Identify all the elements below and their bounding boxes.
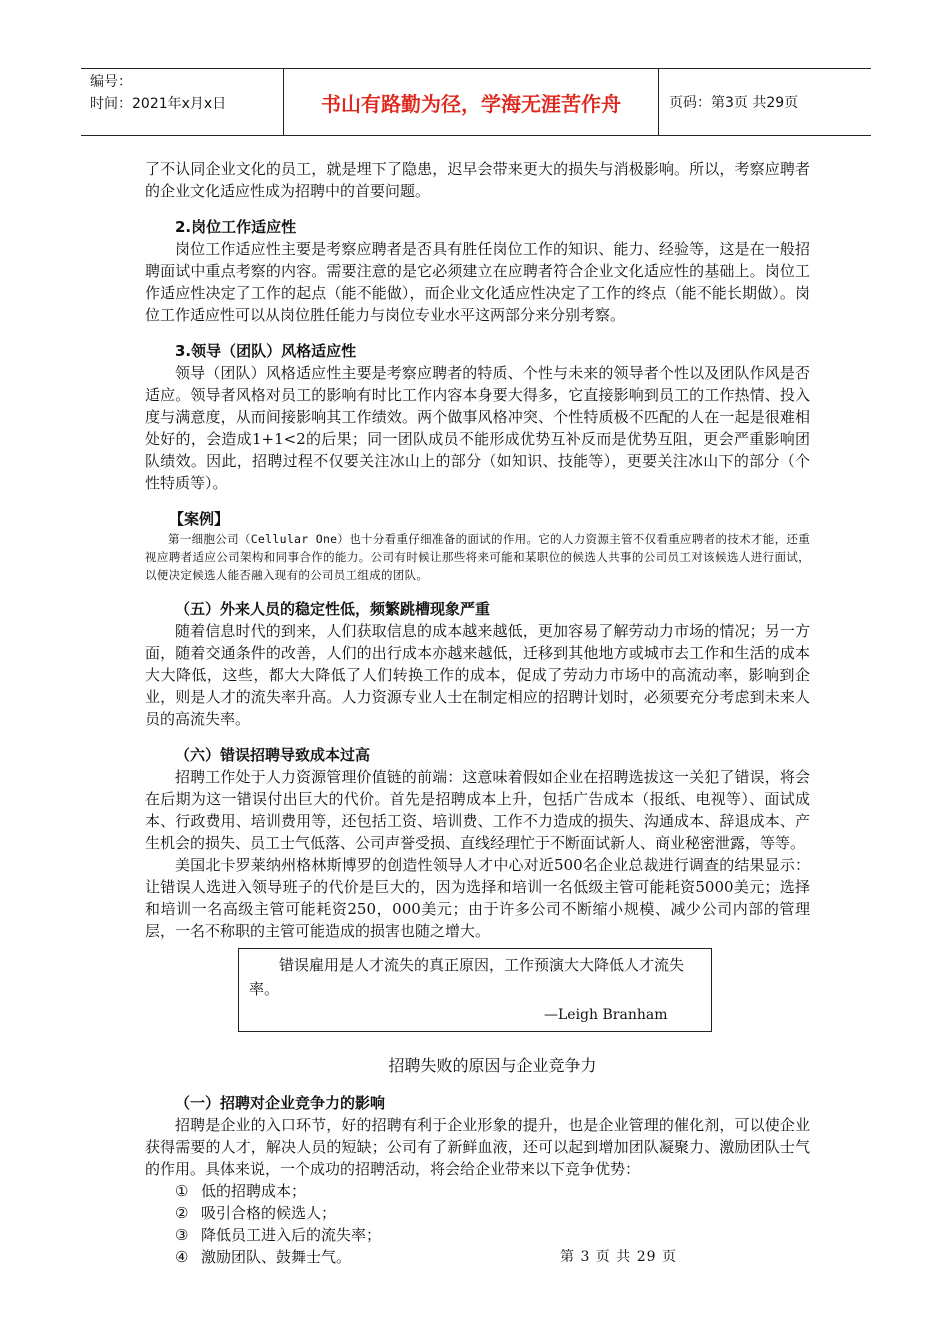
paragraph: 随着信息时代的到来，人们获取信息的成本越来越低，更加容易了解劳动力市场的情况；另一方面，随着交通条件的改善，人们的出行成本亦越来越低，迁移到其他地方或城市去工作和生活的成本大大降低，这些，都大大降低了人们转换工作的成本，促成了劳动力市场中的高流动率，影响到企业，则是人才的流失率升高。人力资源专业人士在制定相应的招聘计划时，必须要充分考虑到未来人员的高流失率。 [145, 622, 810, 728]
case-paragraph: 第一细胞公司（Cellular One）也十分看重仔细准备的面试的作用。它的人力资源主管不仅看重应聘者的技术才能，还重视应聘者适应公司架构和同事合作的能力。公司有时候让那些将来可能和某职位的候选人共事的公司员工对该候选人进行面试，以便决定候选人能否融入现有的公司员工组成的团队。 [145, 532, 810, 582]
document-number-label: 编号： [90, 74, 132, 90]
section-heading: （一）招聘对企业竞争力的影响 [175, 1094, 386, 1112]
paragraph: 美国北卡罗莱纳州格林斯博罗的创造性领导人才中心对近500名企业总裁进行调查的结果显示：让错误人选进入领导班子的代价是巨大的，因为选择和培训一名低级主管可能耗资5000美元；选择和培训一名高级主管可能耗资250，000美元；由于许多公司不断缩小规模、减少公司内部的管理层，一名不称职的主管可能造成的损害也随之增大。 [145, 856, 810, 940]
list-number: ② [175, 1204, 189, 1222]
paragraph: 招聘是企业的入口环节，好的招聘有利于企业形象的提升，也是企业管理的催化剂，可以使企业获得需要的人才，解决人员的短缺；公司有了新鲜血液，还可以起到增加团队凝聚力、激励团队士气的作用。具体来说，一个成功的招聘活动，将会给企业带来以下竞争优势： [145, 1116, 810, 1178]
list-text: 降低员工进入后的流失率； [201, 1226, 382, 1244]
list-item [175, 1246, 810, 1268]
quote-text: 错误雇用是人才流失的真正原因，工作预演大大降低人才流失率。 [249, 956, 685, 998]
list-text: 激励团队、鼓舞士气。 [201, 1248, 352, 1266]
section-heading: （五）外来人员的稳定性低，频繁跳槽现象严重 [175, 600, 491, 618]
list-number: ① [175, 1182, 189, 1200]
page-header [81, 68, 871, 136]
paragraph: 了不认同企业文化的员工，就是埋下了隐患，迟早会带来更大的损失与消极影响。所以，考察应聘者的企业文化适应性成为招聘中的首要问题。 [145, 160, 810, 200]
quote-box [238, 948, 712, 1032]
list-text: 低的招聘成本； [201, 1182, 307, 1200]
header-page-number: 页码：第3页 共29页 [669, 95, 799, 111]
page-footer: 第 3 页 共 29 页 [560, 1249, 677, 1265]
advantage-list [145, 1180, 810, 1268]
paragraph: 岗位工作适应性主要是考察应聘者是否具有胜任岗位工作的知识、能力、经验等，这是在一般招聘面试中重点考察的内容。需要注意的是它必须建立在应聘者符合企业文化适应性的基础上。岗位工作适应性决定了工作的起点（能不能做），而企业文化适应性决定了工作的终点（能不能长期做）。岗位工作适应性可以从岗位胜任能力与岗位专业水平这两部分来分别考察。 [145, 240, 810, 324]
quote-author: —Leigh Branham [544, 1007, 668, 1023]
section-heading: 2.岗位工作适应性 [175, 218, 297, 236]
section-title: 招聘失败的原因与企业竞争力 [388, 1056, 597, 1075]
header-motto: 书山有路勤为径，学海无涯苦作舟 [284, 69, 659, 135]
list-text: 吸引合格的候选人； [201, 1204, 337, 1222]
document-body [145, 158, 810, 1268]
section-heading: 3.领导（团队）风格适应性 [175, 342, 357, 360]
list-item [175, 1180, 810, 1202]
list-number: ④ [175, 1248, 189, 1266]
document-date-label: 时间：2021年x月x日 [90, 96, 227, 112]
header-meta [81, 69, 284, 135]
list-item [175, 1224, 810, 1246]
list-item [175, 1202, 810, 1224]
paragraph: 领导（团队）风格适应性主要是考察应聘者的特质、个性与未来的领导者个性以及团队作风是否适应。领导者风格对员工的影响有时比工作内容本身要大得多，它直接影响到员工的工作热情、投入度与满意度，从而间接影响其工作绩效。两个做事风格冲突、个性特质极不匹配的人在一起是很难相处好的，会造成1+1<2的后果；同一团队成员不能形成优势互补反而是优势互阻，更会严重影响团队绩效。因此，招聘过程不仅要关注冰山上的部分（如知识、技能等），更要关注冰山下的部分（个性特质等）。 [145, 364, 810, 492]
paragraph: 招聘工作处于人力资源管理价值链的前端：这意味着假如企业在招聘选拔这一关犯了错误，将会在后期为这一错误付出巨大的代价。首先是招聘成本上升，包括广告成本（报纸、电视等）、面试成本、行政费用、培训费用等，还包括工资、培训费、工作不力造成的损失、沟通成本、辞退成本、产生机会的损失、员工士气低落、公司声誉受损、直线经理忙于不断面试新人、商业秘密泄露，等等。 [145, 768, 810, 852]
case-heading: 【案例】 [169, 510, 230, 528]
list-number: ③ [175, 1226, 189, 1244]
section-heading: （六）错误招聘导致成本过高 [175, 746, 371, 764]
